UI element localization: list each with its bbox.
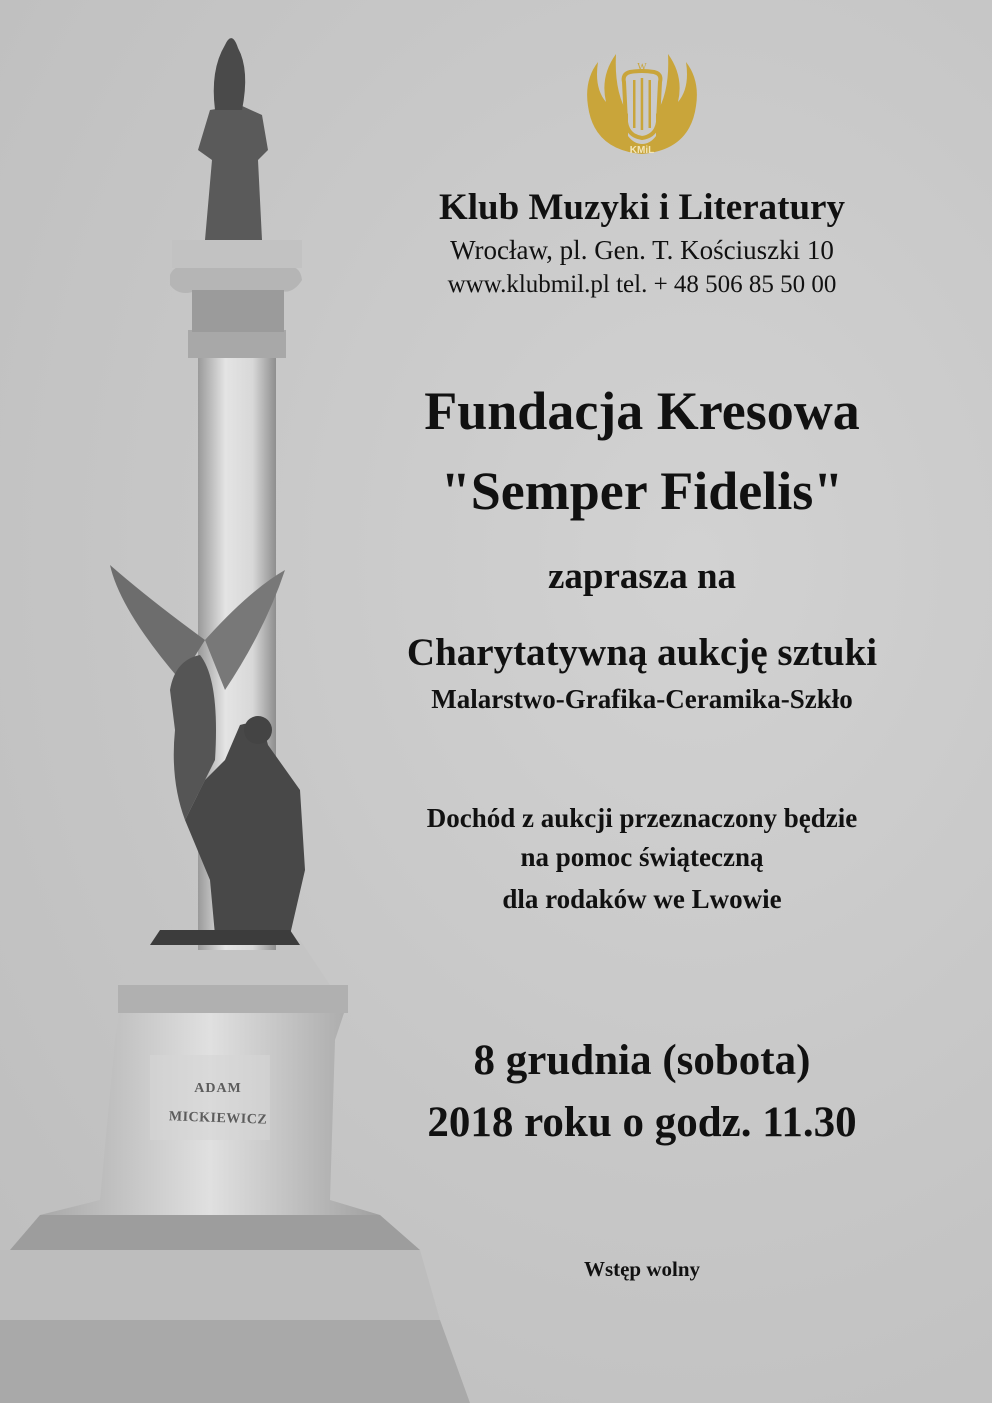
- headline-line-2: "Semper Fidelis": [440, 461, 844, 521]
- event-date: 8 grudnia (sobota): [473, 1037, 811, 1084]
- kmil-logo-icon: [582, 40, 702, 158]
- monument-inscription: [163, 1074, 273, 1134]
- proceeds-line-3: dla rodaków we Lwowie: [502, 884, 782, 914]
- admission-note: Wstęp wolny: [583, 1257, 701, 1281]
- inscription-line-2: MICKIEWICZ: [168, 1109, 268, 1128]
- headline-line-1: Fundacja Kresowa: [424, 381, 860, 441]
- logo-text: KMiL: [629, 145, 655, 156]
- inscription-line-1: ADAM: [194, 1081, 242, 1096]
- auction-categories: Malarstwo-Grafika-Ceramika-Szkło: [431, 684, 853, 714]
- club-contact: www.klubmil.pl tel. + 48 506 85 50 00: [447, 271, 837, 298]
- invitation-text: zaprasza na: [547, 556, 737, 597]
- club-name: Klub Muzyki i Literatury: [439, 187, 845, 228]
- auction-title: Charytatywną aukcję sztuki: [406, 631, 878, 674]
- proceeds-line-1: Dochód z aukcji przeznaczony będzie: [426, 803, 858, 833]
- event-time: 2018 roku o godz. 11.30: [427, 1099, 857, 1146]
- proceeds-line-2: na pomoc świąteczną: [520, 842, 764, 872]
- club-address: Wrocław, pl. Gen. T. Kościuszki 10: [450, 235, 834, 265]
- logo-letter: W: [637, 62, 647, 73]
